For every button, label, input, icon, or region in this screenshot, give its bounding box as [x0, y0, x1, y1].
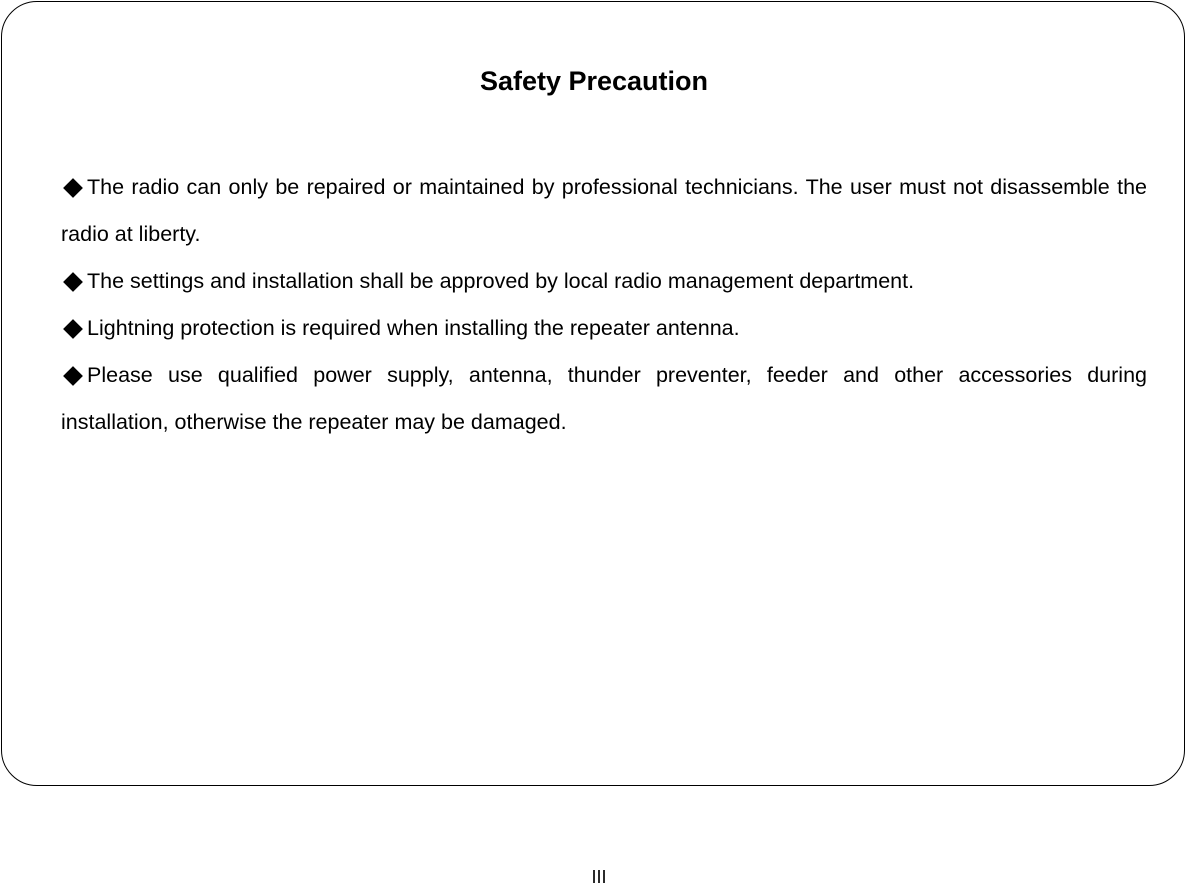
precaution-text: The radio can only be repaired or maintained by professional technicians. The user must not disassemble the radio at liberty.: [61, 175, 1147, 246]
precaution-item: [61, 305, 1147, 352]
black-diamond-icon: [63, 319, 83, 339]
black-diamond-icon: [63, 272, 83, 292]
precaution-item: [61, 164, 1147, 258]
precaution-text: Please use qualified power supply, antenna, thunder preventer, feeder and other accessories during installation, otherwise the repeater may be damaged.: [61, 363, 1147, 434]
page-title: Safety Precaution: [479, 66, 709, 96]
precaution-list: [61, 164, 1147, 446]
black-diamond-icon: [63, 366, 83, 386]
precaution-item: [61, 352, 1147, 446]
precaution-item: [61, 258, 1147, 305]
black-diamond-icon: [63, 178, 83, 198]
precaution-text: The settings and installation shall be approved by local radio management department.: [87, 269, 915, 293]
page-number: III: [591, 867, 607, 887]
precaution-text: Lightning protection is required when installing the repeater antenna.: [87, 316, 740, 340]
